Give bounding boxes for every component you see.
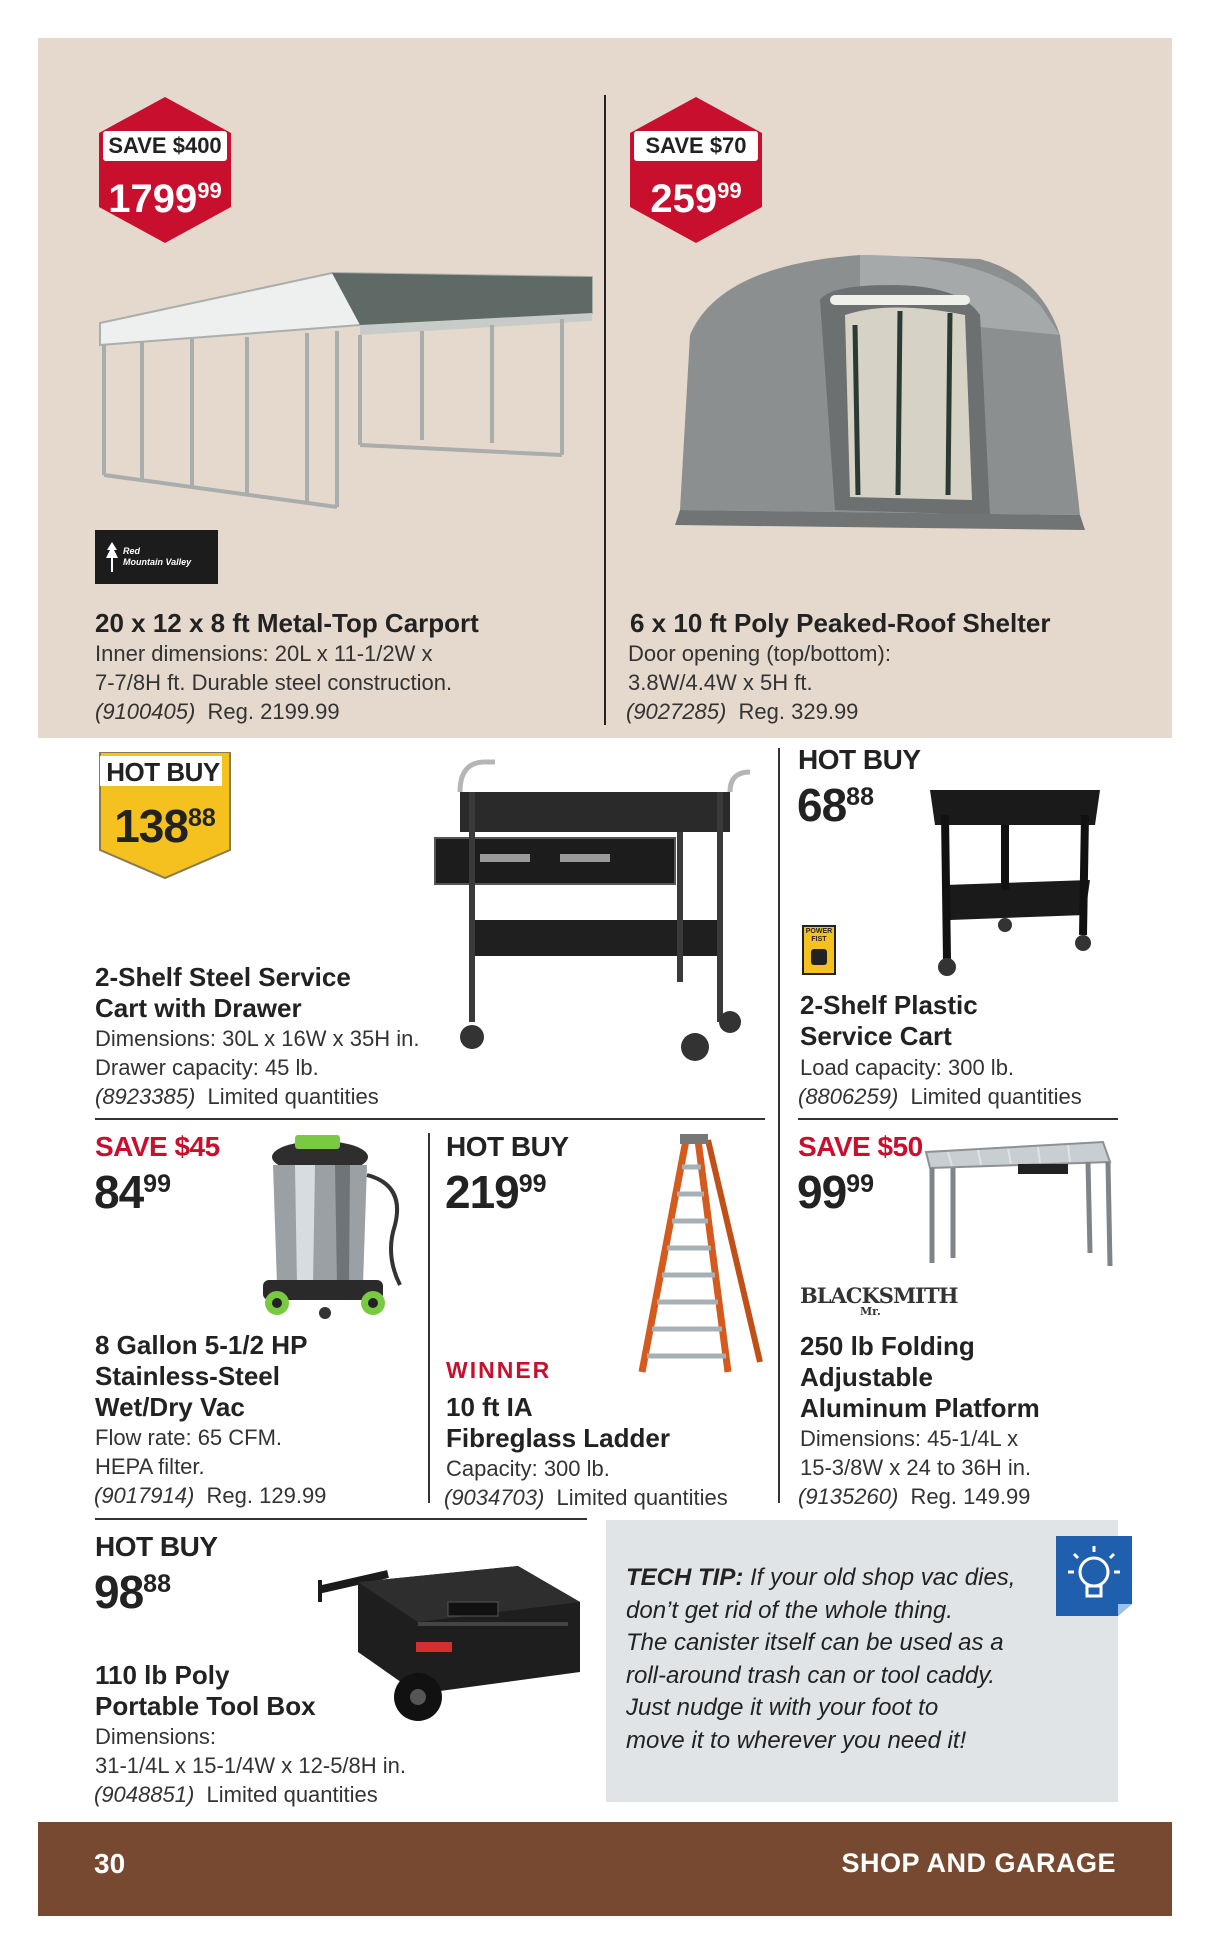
shelter-desc-2: 3.8W/4.4W x 5H ft. bbox=[628, 670, 813, 695]
mr-blacksmith-logo: BLACKSMITH Mr. bbox=[800, 1283, 958, 1318]
platform-desc-1: Dimensions: 45-1/4L x bbox=[800, 1426, 1019, 1451]
plastic-cart-image bbox=[925, 785, 1107, 980]
tech-tip-box bbox=[606, 1520, 1118, 1802]
carport-desc-1: Inner dimensions: 20L x 11-1/2W x bbox=[95, 641, 433, 666]
column-divider-right bbox=[778, 748, 780, 1503]
carport-sku-line bbox=[95, 698, 340, 726]
steel-cart-sku: (8923385) bbox=[95, 1084, 196, 1109]
tool-box-price: $98^{88}$ bbox=[94, 1566, 171, 1618]
carport-reg-price: Reg. 2199.99 bbox=[207, 699, 340, 724]
steel-cart-desc-1: Dimensions: 30L x 16W x 35H in. bbox=[95, 1026, 420, 1051]
shop-vac-title-2: Stainless-Steel bbox=[95, 1361, 280, 1391]
column-divider-left bbox=[428, 1133, 430, 1503]
steel-cart-hot-buy-badge bbox=[90, 752, 240, 880]
plastic-cart-badge: HOT BUY bbox=[798, 744, 921, 775]
tool-box-sku-line bbox=[94, 1781, 378, 1809]
shop-vac-reg-price: Reg. 129.99 bbox=[206, 1483, 327, 1508]
carport-price: 1799$^{99}$ bbox=[108, 177, 222, 221]
carport-title: 20 x 12 x 8 ft Metal-Top Carport bbox=[95, 608, 479, 638]
shelter-image bbox=[660, 245, 1120, 545]
steel-cart-price: $138^{88}$ bbox=[114, 800, 216, 852]
shelter-title: 6 x 10 ft Poly Peaked-Roof Shelter bbox=[630, 608, 1051, 638]
shop-vac-desc-2: HEPA filter. bbox=[95, 1454, 205, 1479]
ladder-title-1: 10 ft IA bbox=[446, 1392, 533, 1422]
platform-desc-2: 15-3/8W x 24 to 36H in. bbox=[800, 1455, 1032, 1480]
shop-vac-title-1: 8 Gallon 5-1/2 HP bbox=[95, 1330, 308, 1360]
steel-cart-title-2: Cart with Drawer bbox=[95, 993, 302, 1023]
page-footer bbox=[38, 1822, 1172, 1916]
tool-box-sku: (9048851) bbox=[94, 1782, 195, 1807]
shop-vac-sku-line bbox=[94, 1482, 326, 1510]
platform-title-1: 250 lb Folding bbox=[800, 1331, 975, 1361]
carport-image bbox=[92, 265, 597, 515]
tool-box-desc-1: Dimensions: bbox=[95, 1724, 217, 1749]
carport-price-badge bbox=[95, 95, 235, 245]
tool-box-image bbox=[318, 1562, 583, 1727]
steel-cart-desc-2: Drawer capacity: 45 lb. bbox=[95, 1055, 319, 1080]
platform-title-3: Aluminum Platform bbox=[800, 1393, 1040, 1423]
shop-vac-save-label: SAVE $45 bbox=[95, 1131, 220, 1162]
lightbulb-icon bbox=[1052, 1532, 1136, 1618]
carport-sku: (9100405) bbox=[95, 699, 196, 724]
tool-box-title-1: 110 lb Poly bbox=[95, 1660, 230, 1690]
shelter-desc-1: Door opening (top/bottom): bbox=[628, 641, 891, 666]
steel-cart-badge-label: HOT BUY bbox=[106, 757, 220, 787]
steel-cart-sku-line bbox=[95, 1083, 379, 1111]
shelter-price: $259^{99}$ bbox=[650, 177, 742, 221]
ladder-note: Limited quantities bbox=[556, 1485, 728, 1510]
steel-cart-title-1: 2-Shelf Steel Service bbox=[95, 962, 351, 992]
page-number: 30 bbox=[94, 1848, 126, 1879]
red-mountain-valley-logo: Red Mountain Valley bbox=[95, 530, 218, 584]
platform-sku-line bbox=[798, 1483, 1030, 1511]
shop-vac-title-3: Wet/Dry Vac bbox=[95, 1392, 245, 1422]
platform-price: $99^{99}$ bbox=[797, 1166, 874, 1218]
ladder-badge: HOT BUY bbox=[446, 1131, 569, 1162]
shelter-sku: (9027285) bbox=[626, 699, 727, 724]
row-divider-bottom bbox=[95, 1518, 587, 1520]
plastic-cart-price: $68^{88}$ bbox=[797, 779, 874, 831]
section-name: SHOP AND GARAGE bbox=[841, 1848, 1116, 1878]
tech-tip-text: TECH TIP: If your old shop vac dies, don’t get rid of the whole thing. The canister itself can be used as a roll-around trash can or tool caddy. Just nudge it with your foot to move it to wherever you need it! bbox=[626, 1564, 1016, 1754]
ladder-sku: (9034703) bbox=[444, 1485, 545, 1510]
platform-title-2: Adjustable bbox=[800, 1362, 933, 1392]
shelter-save-label: SAVE $70 bbox=[634, 131, 758, 161]
carport-desc-2: 7-7/8H ft. Durable steel construction. bbox=[95, 670, 453, 695]
steel-cart-note: Limited quantities bbox=[207, 1084, 379, 1109]
ladder-price: $219^{99}$ bbox=[445, 1166, 547, 1218]
shop-vac-image bbox=[255, 1135, 415, 1320]
tool-box-desc-2: 31-1/4L x 15-1/4W x 12-5/8H in. bbox=[95, 1753, 407, 1778]
ladder-desc-1: Capacity: 300 lb. bbox=[446, 1456, 610, 1481]
platform-sku: (9135260) bbox=[798, 1484, 899, 1509]
tech-tip-label: TECH TIP: bbox=[626, 1564, 744, 1591]
plastic-cart-title-2: Service Cart bbox=[800, 1021, 952, 1051]
shop-vac-sku: (9017914) bbox=[94, 1483, 195, 1508]
shelter-sku-line bbox=[626, 698, 858, 726]
plastic-cart-note: Limited quantities bbox=[910, 1084, 1082, 1109]
winner-logo: WINNER bbox=[446, 1357, 552, 1383]
carport-save-label: SAVE $400 bbox=[103, 131, 227, 161]
plastic-cart-title-1: 2-Shelf Plastic bbox=[800, 990, 978, 1020]
shelter-reg-price: Reg. 329.99 bbox=[738, 699, 859, 724]
plastic-cart-desc-1: Load capacity: 300 lb. bbox=[800, 1055, 1015, 1080]
ladder-image bbox=[638, 1132, 766, 1382]
shop-vac-price: $84^{99}$ bbox=[94, 1166, 171, 1218]
tool-box-note: Limited quantities bbox=[206, 1782, 378, 1807]
plastic-cart-sku-line bbox=[798, 1083, 1082, 1111]
ladder-title-2: Fibreglass Ladder bbox=[446, 1423, 670, 1453]
steel-cart-image bbox=[430, 752, 765, 1067]
power-fist-logo: POWER FIST bbox=[802, 925, 836, 975]
plastic-cart-sku: (8806259) bbox=[798, 1084, 899, 1109]
shop-vac-desc-1: Flow rate: 65 CFM. bbox=[95, 1425, 283, 1450]
platform-image bbox=[918, 1138, 1118, 1273]
row-divider-right bbox=[798, 1118, 1118, 1120]
tool-box-title-2: Portable Tool Box bbox=[95, 1691, 316, 1721]
shelter-price-badge bbox=[626, 95, 766, 245]
ladder-sku-line bbox=[444, 1484, 728, 1512]
platform-reg-price: Reg. 149.99 bbox=[910, 1484, 1031, 1509]
tool-box-badge: HOT BUY bbox=[95, 1531, 218, 1562]
panel-divider bbox=[604, 95, 606, 725]
platform-save-label: SAVE $50 bbox=[798, 1131, 923, 1162]
row-divider-left bbox=[95, 1118, 765, 1120]
